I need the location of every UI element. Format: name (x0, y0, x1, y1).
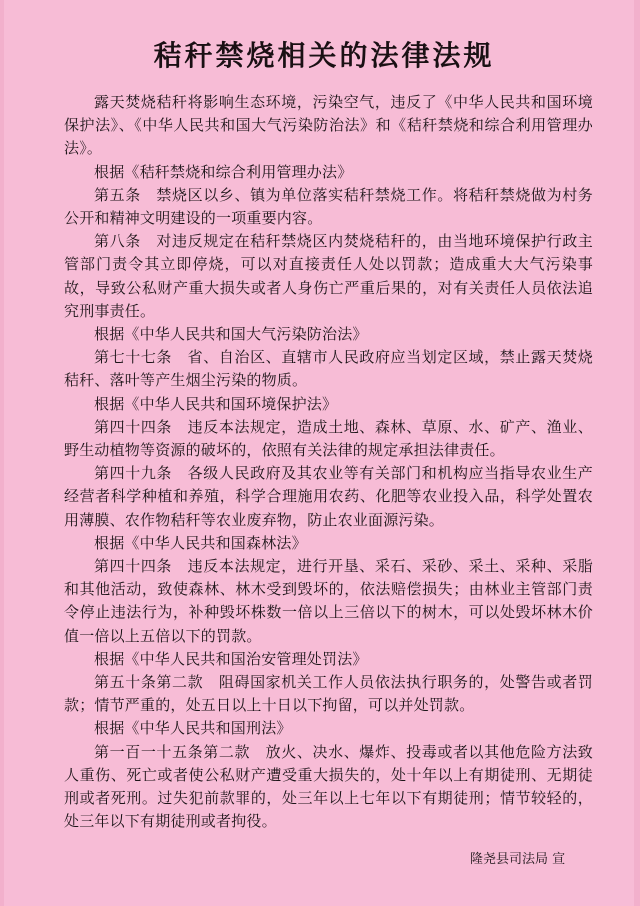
article-paragraph: 第五条 禁烧区以乡、镇为单位落实秸秆禁烧工作。将秸秆禁烧做为村务公开和精神文明建设的一项重要内容。 (64, 185, 593, 228)
issuer-signature: 隆尧县司法局 宣 (470, 852, 566, 867)
article-paragraph: 第八条 对违反规定在秸秆禁烧区内焚烧秸秆的，由当地环境保护行政主管部门责令其立即停烧，可以对直接责任人处以罚款；造成重大大气污染事故，导致公私财产重大损失或者人身伤亡严重后果的，对有关责任人员依法追究刑事责任。 (64, 232, 593, 320)
source-heading: 根据《中华人民共和国刑法》 (94, 719, 292, 738)
source-heading: 根据《中华人民共和国森林法》 (94, 533, 307, 552)
source-heading: 根据《中华人民共和国环境保护法》 (94, 394, 338, 413)
article-paragraph: 第四十四条 违反本法规定，造成土地、森林、草原、水、矿产、渔业、野生动植物等资源的破坏的，依照有关法律的规定承担法律责任。 (64, 417, 593, 460)
article-paragraph: 第四十四条 违反本法规定，进行开垦、采石、采砂、采土、采种、采脂和其他活动，致使森林、林木受到毁坏的，依法赔偿损失；由林业主管部门责令停止违法行为，补种毁坏株数一倍以上三倍以下的树木，可以处毁坏林木价值一倍以上五倍以下的罚款。 (64, 557, 593, 645)
intro-paragraph: 露天焚烧秸秆将影响生态环境，污染空气，违反了《中华人民共和国环境保护法》、《中华人民共和国大气污染防治法》和《秸秆禁烧和综合利用管理办法》。 (64, 93, 593, 158)
page-title: 秸秆禁烧相关的法律法规 (153, 39, 495, 72)
source-heading: 根据《中华人民共和国大气污染防治法》 (94, 325, 368, 344)
article-paragraph: 第七十七条 省、自治区、直辖市人民政府应当划定区域，禁止露天焚烧秸秆、落叶等产生烟尘污染的物质。 (64, 348, 593, 390)
source-heading: 根据《秸秆禁烧和综合利用管理办法》 (94, 162, 353, 181)
article-paragraph: 第一百一十五条第二款 放火、决水、爆炸、投毒或者以其他危险方法致人重伤、死亡或者使公私财产遭受重大损失的，处十年以上有期徒刑、无期徒刑或者死刑。过失犯前款罪的，处三年以上七年以下有期徒刑；情节较轻的，处三年以下有期徒刑或者拘役。 (64, 742, 593, 831)
article-paragraph: 第五十条第二款 阻碍国家机关工作人员依法执行职务的，处警告或者罚款；情节严重的，处五日以上十日以下拘留，可以并处罚款。 (64, 673, 593, 715)
source-heading: 根据《中华人民共和国治安管理处罚法》 (94, 649, 368, 668)
article-paragraph: 第四十九条 各级人民政府及其农业等有关部门和机构应当指导农业生产经营者科学种植和养殖，科学合理施用农药、化肥等农业投入品，科学处置农用薄膜、农作物秸秆等农业废弃物，防止农业面源污染。 (64, 464, 593, 529)
law-text-body (64, 91, 593, 834)
